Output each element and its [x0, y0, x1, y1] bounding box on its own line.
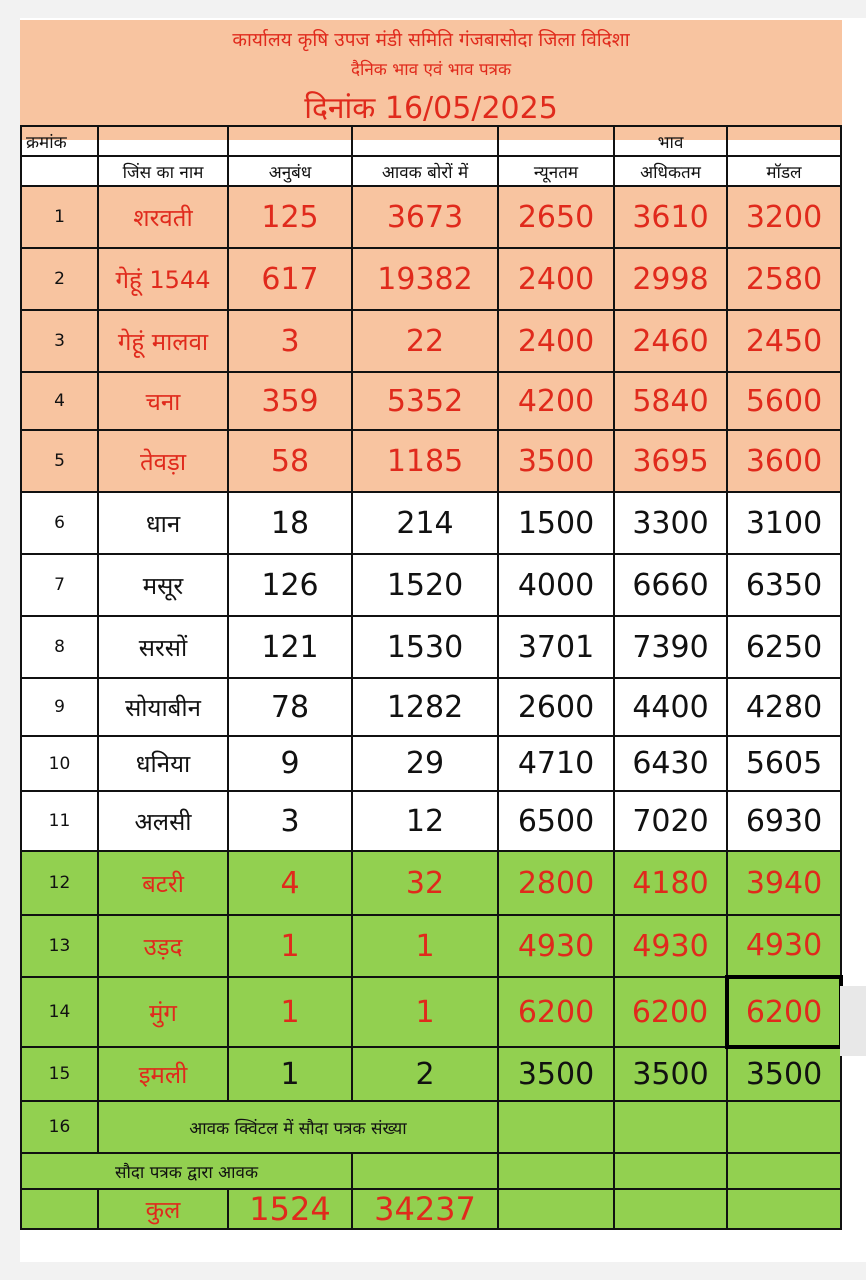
- contract-cell: 58: [228, 430, 352, 492]
- name-cell: चना: [98, 372, 228, 430]
- serial-cell: 10: [21, 736, 98, 791]
- contract-cell: 125: [228, 186, 352, 248]
- side-strip: [840, 986, 866, 1056]
- deal-arrival-label: सौदा पत्रक द्वारा आवक: [21, 1153, 352, 1189]
- header-row-1: [21, 126, 841, 156]
- modal-price-cell: 3100: [727, 492, 841, 554]
- bottom-strip: [0, 1262, 866, 1280]
- table-row: [21, 678, 841, 736]
- modal-price-cell: 6200: [727, 977, 841, 1047]
- serial-cell: 12: [21, 851, 98, 915]
- arrival-cell: 1: [352, 915, 498, 977]
- name-cell: धनिया: [98, 736, 228, 791]
- summary-label: आवक क्विंटल में सौदा पत्रक संख्या: [98, 1101, 498, 1153]
- serial-cell: 8: [21, 616, 98, 678]
- max-price-cell: 3300: [614, 492, 727, 554]
- arrival-cell: 22: [352, 310, 498, 372]
- col-min: न्यूनतम: [498, 156, 614, 186]
- contract-cell: 9: [228, 736, 352, 791]
- arrival-cell: 1520: [352, 554, 498, 616]
- arrival-cell: 12: [352, 791, 498, 851]
- contract-cell: 3: [228, 310, 352, 372]
- max-price-cell: 6660: [614, 554, 727, 616]
- empty-cell: [727, 1101, 841, 1153]
- contract-cell: 78: [228, 678, 352, 736]
- arrival-cell: 5352: [352, 372, 498, 430]
- serial-cell: 6: [21, 492, 98, 554]
- header-empty: [228, 126, 352, 156]
- serial-cell: 11: [21, 791, 98, 851]
- arrival-cell: 2: [352, 1047, 498, 1101]
- modal-price-cell: 3200: [727, 186, 841, 248]
- col-price-group: भाव: [614, 126, 727, 156]
- total-arrival: 34237: [352, 1189, 498, 1229]
- arrival-cell: 1282: [352, 678, 498, 736]
- name-cell: अलसी: [98, 791, 228, 851]
- name-cell: गेहूं 1544: [98, 248, 228, 310]
- empty-cell: [498, 1101, 614, 1153]
- contract-cell: 121: [228, 616, 352, 678]
- serial-cell: 5: [21, 430, 98, 492]
- arrival-cell: 1: [352, 977, 498, 1047]
- modal-price-cell: 4280: [727, 678, 841, 736]
- modal-price-cell: 5600: [727, 372, 841, 430]
- header-row-2: [21, 156, 841, 186]
- modal-price-cell: 2450: [727, 310, 841, 372]
- serial-cell: 9: [21, 678, 98, 736]
- table-row: [21, 492, 841, 554]
- empty-cell: [352, 1153, 498, 1189]
- table-row: [21, 851, 841, 915]
- max-price-cell: 3500: [614, 1047, 727, 1101]
- serial-cell: 7: [21, 554, 98, 616]
- min-price-cell: 3500: [498, 1047, 614, 1101]
- max-price-cell: 4180: [614, 851, 727, 915]
- modal-price-cell: 4930: [727, 915, 841, 977]
- modal-price-cell: 6250: [727, 616, 841, 678]
- office-title: कार्यालय कृषि उपज मंडी समिति गंजबासोदा जिला विदिशा: [232, 29, 630, 51]
- table-row: [21, 977, 841, 1047]
- name-cell: तेवड़ा: [98, 430, 228, 492]
- table-row: [21, 554, 841, 616]
- summary-row: [21, 1101, 841, 1153]
- table-row: [21, 372, 841, 430]
- contract-cell: 1: [228, 977, 352, 1047]
- deal-arrival-row: [21, 1153, 841, 1189]
- arrival-cell: 3673: [352, 186, 498, 248]
- arrival-cell: 19382: [352, 248, 498, 310]
- min-price-cell: 4000: [498, 554, 614, 616]
- header-empty: [727, 126, 841, 156]
- header-band: [20, 20, 842, 140]
- min-price-cell: 1500: [498, 492, 614, 554]
- modal-price-cell: 5605: [727, 736, 841, 791]
- table-row: [21, 915, 841, 977]
- serial-cell: 15: [21, 1047, 98, 1101]
- contract-cell: 3: [228, 791, 352, 851]
- name-cell: सरसों: [98, 616, 228, 678]
- arrival-cell: 29: [352, 736, 498, 791]
- min-price-cell: 3701: [498, 616, 614, 678]
- empty-cell: [614, 1153, 727, 1189]
- max-price-cell: 4400: [614, 678, 727, 736]
- serial-cell: 1: [21, 186, 98, 248]
- serial-cell: 3: [21, 310, 98, 372]
- table-row: [21, 186, 841, 248]
- min-price-cell: 4710: [498, 736, 614, 791]
- max-price-cell: 3695: [614, 430, 727, 492]
- arrival-cell: 214: [352, 492, 498, 554]
- contract-cell: 18: [228, 492, 352, 554]
- total-contract: 1524: [228, 1189, 352, 1229]
- empty-cell: [614, 1101, 727, 1153]
- contract-cell: 617: [228, 248, 352, 310]
- min-price-cell: 2800: [498, 851, 614, 915]
- max-price-cell: 5840: [614, 372, 727, 430]
- contract-cell: 4: [228, 851, 352, 915]
- min-price-cell: 2400: [498, 248, 614, 310]
- modal-price-cell: 6350: [727, 554, 841, 616]
- name-cell: इमली: [98, 1047, 228, 1101]
- header-empty: [498, 126, 614, 156]
- max-price-cell: 7390: [614, 616, 727, 678]
- min-price-cell: 3500: [498, 430, 614, 492]
- table-row: [21, 248, 841, 310]
- table-row: [21, 430, 841, 492]
- serial-cell: 2: [21, 248, 98, 310]
- table-row: [21, 736, 841, 791]
- col-serial: क्रमांक: [21, 126, 98, 156]
- serial-cell: 4: [21, 372, 98, 430]
- name-cell: धान: [98, 492, 228, 554]
- header-empty: [352, 126, 498, 156]
- serial-cell: 13: [21, 915, 98, 977]
- min-price-cell: 6200: [498, 977, 614, 1047]
- empty-cell: [498, 1153, 614, 1189]
- max-price-cell: 6430: [614, 736, 727, 791]
- name-cell: सोयाबीन: [98, 678, 228, 736]
- arrival-cell: 32: [352, 851, 498, 915]
- contract-cell: 1: [228, 1047, 352, 1101]
- col-arrival: आवक बोरों में: [352, 156, 498, 186]
- min-price-cell: 4200: [498, 372, 614, 430]
- min-price-cell: 2600: [498, 678, 614, 736]
- contract-cell: 1: [228, 915, 352, 977]
- header-empty: [98, 126, 228, 156]
- min-price-cell: 6500: [498, 791, 614, 851]
- modal-price-cell: 3600: [727, 430, 841, 492]
- name-cell: बटरी: [98, 851, 228, 915]
- date-heading: दिनांक 16/05/2025: [304, 91, 558, 126]
- max-price-cell: 2998: [614, 248, 727, 310]
- contract-cell: 126: [228, 554, 352, 616]
- min-price-cell: 2650: [498, 186, 614, 248]
- empty-cell: [727, 1189, 841, 1229]
- modal-price-cell: 2580: [727, 248, 841, 310]
- table-row: [21, 1047, 841, 1101]
- max-price-cell: 2460: [614, 310, 727, 372]
- sheet-subtitle: दैनिक भाव एवं भाव पत्रक: [350, 60, 512, 80]
- empty-cell: [21, 1189, 98, 1229]
- name-cell: मसूर: [98, 554, 228, 616]
- table-row: [21, 616, 841, 678]
- name-cell: मुंग: [98, 977, 228, 1047]
- modal-price-cell: 3940: [727, 851, 841, 915]
- total-label: कुल: [98, 1189, 228, 1229]
- col-contract: अनुबंध: [228, 156, 352, 186]
- min-price-cell: 4930: [498, 915, 614, 977]
- name-cell: गेहूं मालवा: [98, 310, 228, 372]
- arrival-cell: 1530: [352, 616, 498, 678]
- table-row: [21, 310, 841, 372]
- table-row: [21, 791, 841, 851]
- name-cell: उड़द: [98, 915, 228, 977]
- max-price-cell: 7020: [614, 791, 727, 851]
- empty-cell: [614, 1189, 727, 1229]
- empty-cell: [498, 1189, 614, 1229]
- serial-cell: 14: [21, 977, 98, 1047]
- serial-cell: 16: [21, 1101, 98, 1153]
- total-row: [21, 1189, 841, 1229]
- modal-price-cell: 3500: [727, 1047, 841, 1101]
- header-empty: [21, 156, 98, 186]
- modal-price-cell: 6930: [727, 791, 841, 851]
- col-max: अधिकतम: [614, 156, 727, 186]
- empty-cell: [727, 1153, 841, 1189]
- col-name: जिंस का नाम: [98, 156, 228, 186]
- max-price-cell: 6200: [614, 977, 727, 1047]
- col-modal: मॉडल: [727, 156, 841, 186]
- price-table: [20, 125, 843, 1230]
- arrival-cell: 1185: [352, 430, 498, 492]
- name-cell: शरवती: [98, 186, 228, 248]
- min-price-cell: 2400: [498, 310, 614, 372]
- max-price-cell: 4930: [614, 915, 727, 977]
- max-price-cell: 3610: [614, 186, 727, 248]
- contract-cell: 359: [228, 372, 352, 430]
